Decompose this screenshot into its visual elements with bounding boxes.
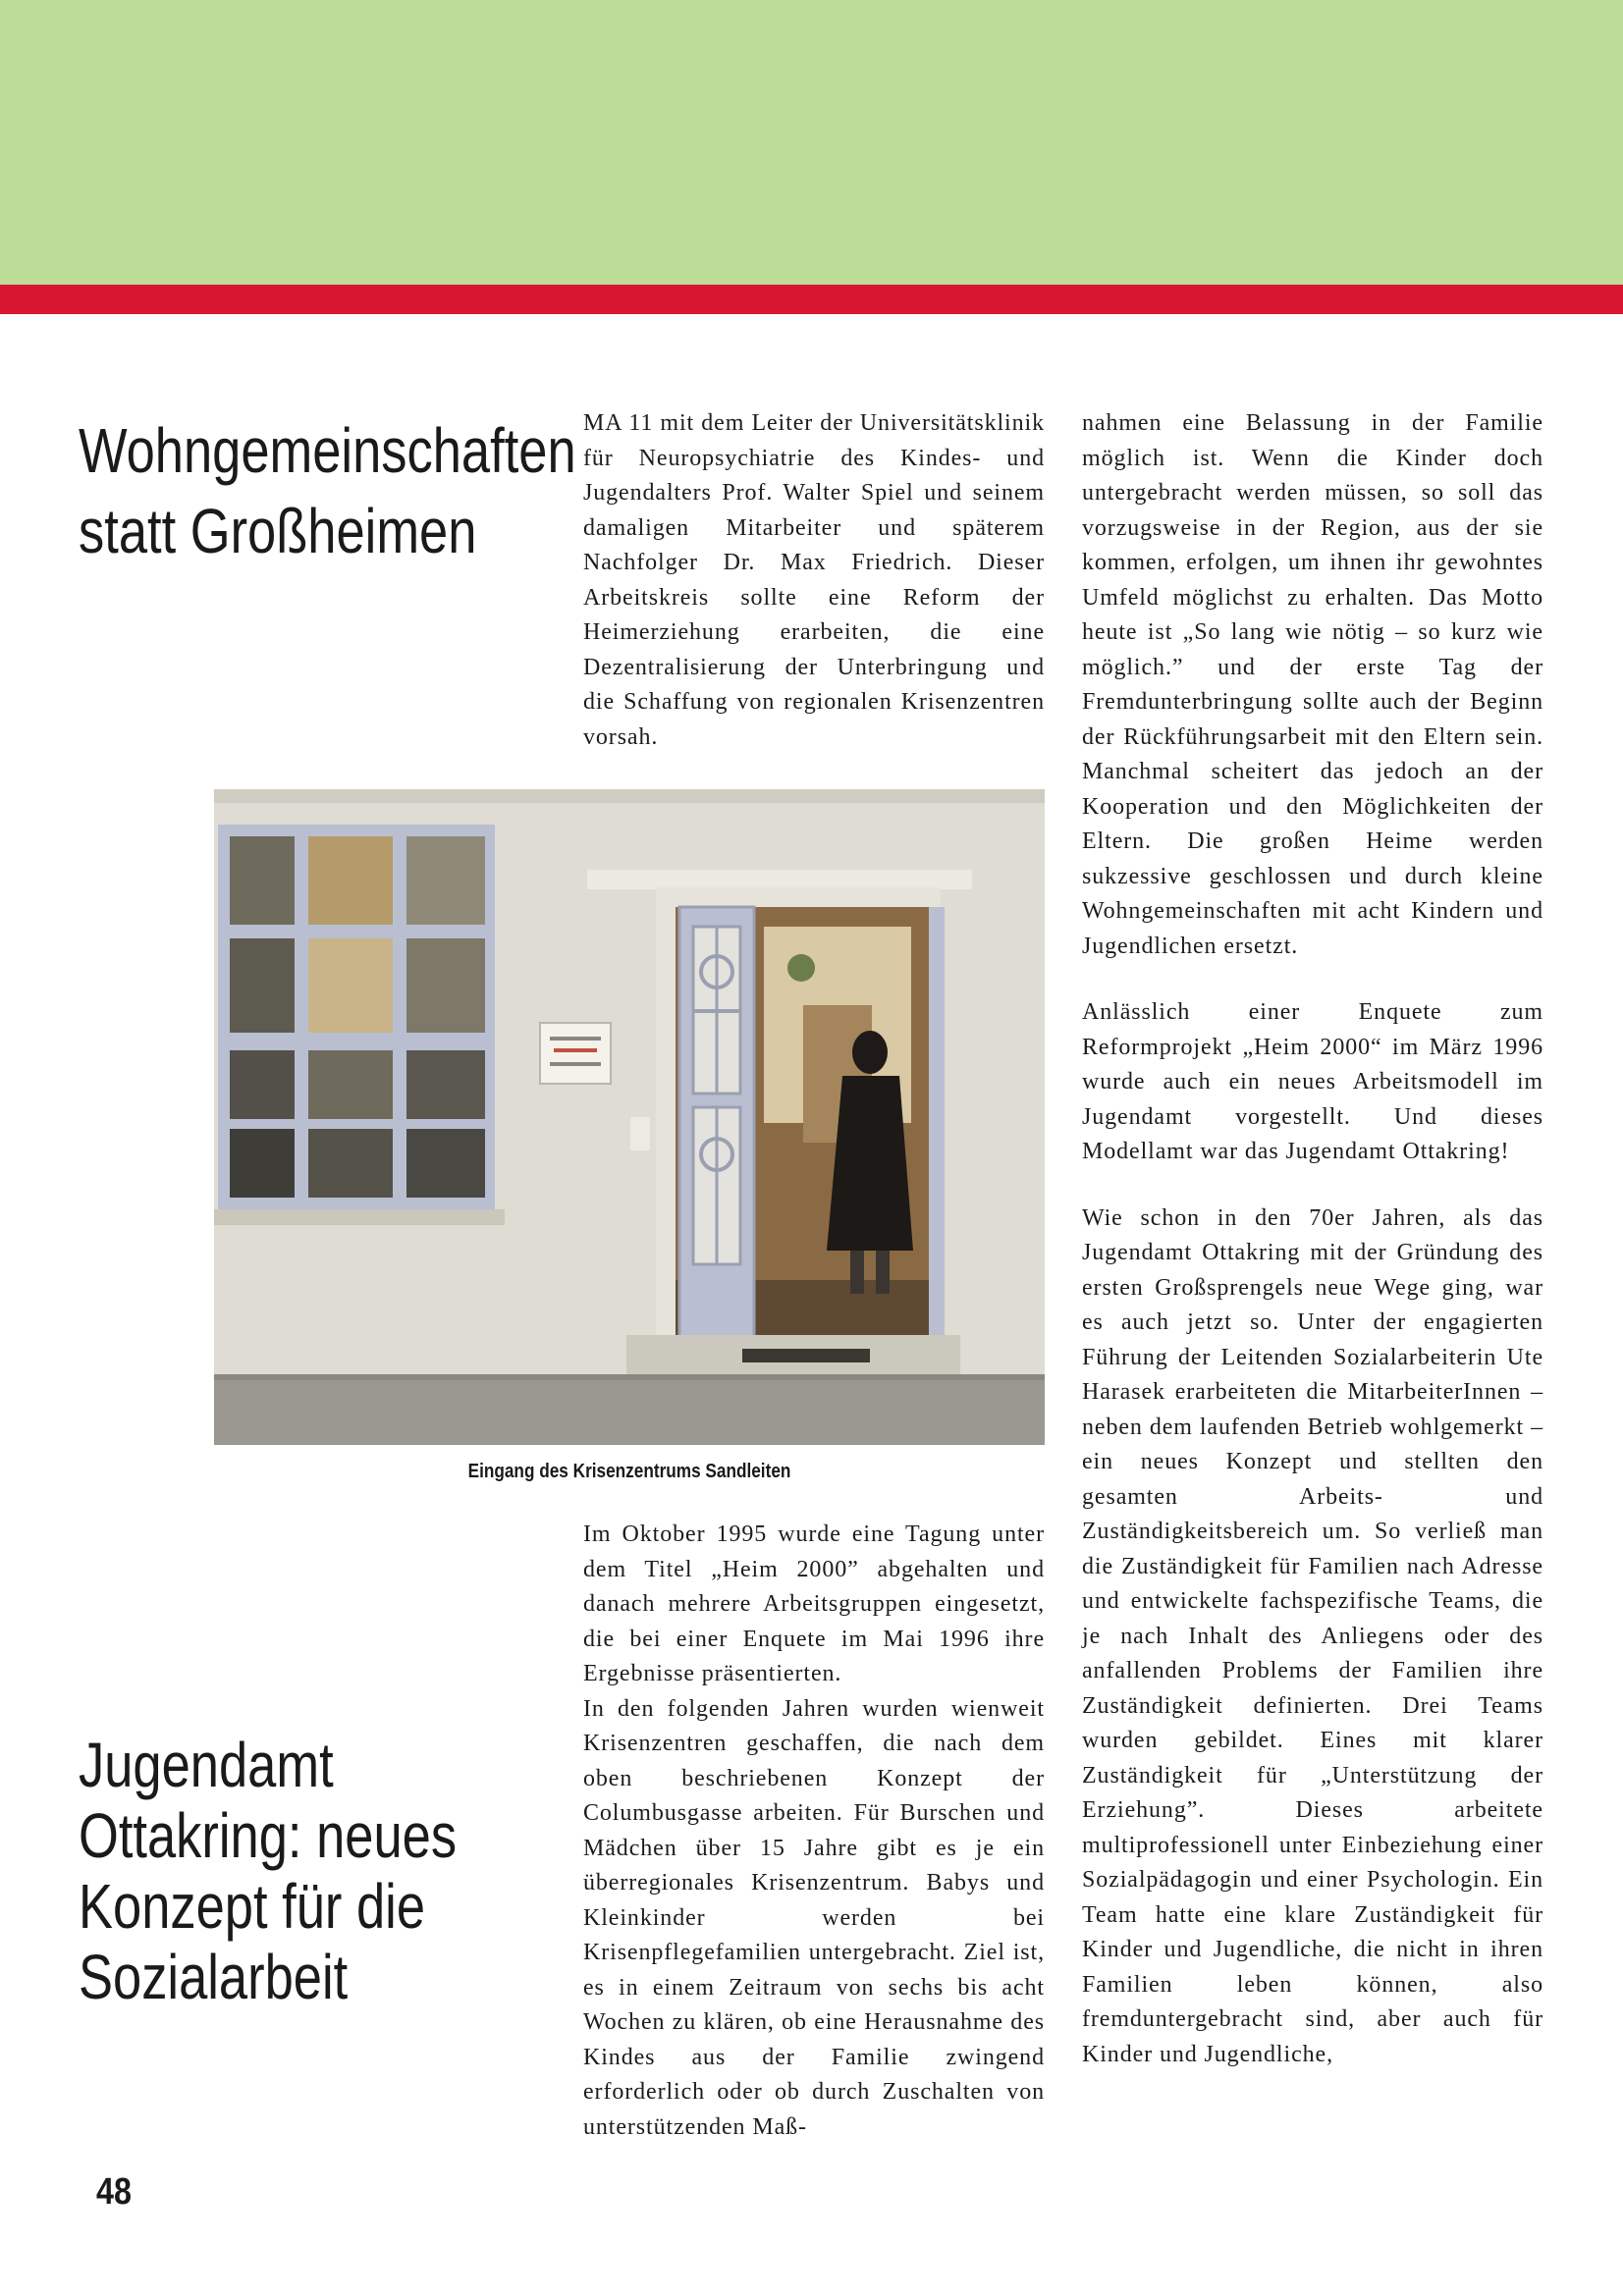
paragraph: Im Oktober 1995 wurde eine Tagung unter dem Titel „Heim 2000” abgehalten und danach mehrere Arbeitsgruppen eingesetzt, die bei einer Enquete im Mai 1996 ihre Ergebnisse präsentierten. (583, 1522, 1045, 1686)
heading-line: Jugendamt (79, 1730, 334, 1800)
paragraph: nahmen eine Belassung in der Familie möglich ist. Wenn die Kinder doch untergebracht werden müssen, so soll das vorzugsweise in der Region, aus der sie kommen, erfolgen, um ihnen ihr gewohntes Umfeld möglichst zu erhalten. Das Motto heute ist „So lang wie nötig – so kurz wie möglich.” und der erste Tag der Fremdunterbringung sollte auch der Beginn der Rückführungsarbeit mit den Eltern sein. Manchmal scheitert das jedoch an der Kooperation und den Möglichkeiten der Eltern. Die großen Heime werden sukzessive geschlossen und durch kleine Wohngemeinschaften mit acht Kindern und Jugendlichen ersetzt. (1082, 410, 1543, 959)
text-column-left-top (583, 406, 1045, 755)
paragraph: Wie schon in den 70er Jahren, als das Jugendamt Ottakring mit der Gründung des ersten Großsprengels neue Wege ging, war es auch jetzt so. Unter der engagierten Führung der Leitenden Sozialarbeiterin Ute Harasek erarbeiteten die MitarbeiterInnen – neben dem laufenden Betrieb wohlgemerkt – ein neues Konzept und stellten den gesamten Arbeits- und Zuständigkeitsbereich um. So verließ man die Zuständigkeit für Familien nach Adresse und entwickelte fachspezifische Teams, die je nach Inhalt des Anliegens oder des anfallenden Problems der Familien ihre Zuständigkeit definierten. Drei Teams wurden gebildet. Eines mit klarer Zuständigkeit für „Unterstützung der Erziehung”. Dieses arbeitete multiprofessionell unter Einbeziehung einer Sozialpädagogin und einer Psychologin. Ein Team hatte eine klare Zuständigkeit für Kinder und Jugendliche, die nicht in ihren Familien leben können, also fremduntergebracht sind, aber auch für Kinder und Jugendliche, (1082, 1204, 1543, 2067)
photo-krisenzentrum-entrance (214, 789, 1045, 1445)
section-heading-jugendamt-ottakring (79, 1730, 457, 2012)
heading-line: Wohngemeinschaften (79, 415, 576, 486)
page-number: 48 (96, 2171, 132, 2213)
paragraph: MA 11 mit dem Leiter der Universitätsklinik für Neuropsychiatrie des Kindes- und Jugendalters Prof. Walter Spiel und seinem damaligen Mitarbeiter und späterem Nachfolger Dr. Max Friedrich. Dieser Arbeitskreis sollte eine Reform der Heimerziehung erarbeiten, die eine Dezentralisierung der Unterbringung und die Schaffung von regionalen Krisenzentren vorsah. (583, 410, 1045, 750)
top-color-band (0, 0, 1623, 285)
paragraph: In den folgenden Jahren wurden wienweit Krisenzentren geschaffen, die nach dem oben beschriebenen Konzept der Columbusgasse arbeiten. Für Burschen und Mädchen über 15 Jahre gibt es je ein überregionales Krisenzentrum. Babys und Kleinkinder werden bei Krisenpflegefamilien untergebracht. Ziel ist, es in einem Zeitraum von sechs bis acht Wochen zu klären, ob eine Herausnahme des Kindes aus der Familie zwingend erforderlich oder ob durch Zuschalten von unterstützenden Maß- (583, 1695, 1045, 2140)
heading-line: Konzept für die (79, 1871, 426, 1942)
section-heading-wohngemeinschaften (79, 410, 576, 571)
figure-caption: Eingang des Krisenzentrums Sandleiten (467, 1461, 791, 1482)
text-column-left-bottom (583, 1518, 1045, 2145)
paragraph: Anlässlich einer Enquete zum Reformprojekt „Heim 2000“ im März 1996 wurde auch ein neues Arbeitsmodell im Jugendamt vorgestellt. Und dieses Modellamt war das Jugendamt Ottakring! (1082, 999, 1543, 1164)
heading-line: Sozialarbeit (79, 1942, 349, 2012)
red-accent-stripe (0, 285, 1623, 314)
heading-line: statt Großheimen (79, 496, 477, 566)
heading-line: Ottakring: neues (79, 1800, 458, 1871)
text-column-right (1082, 406, 1543, 2072)
